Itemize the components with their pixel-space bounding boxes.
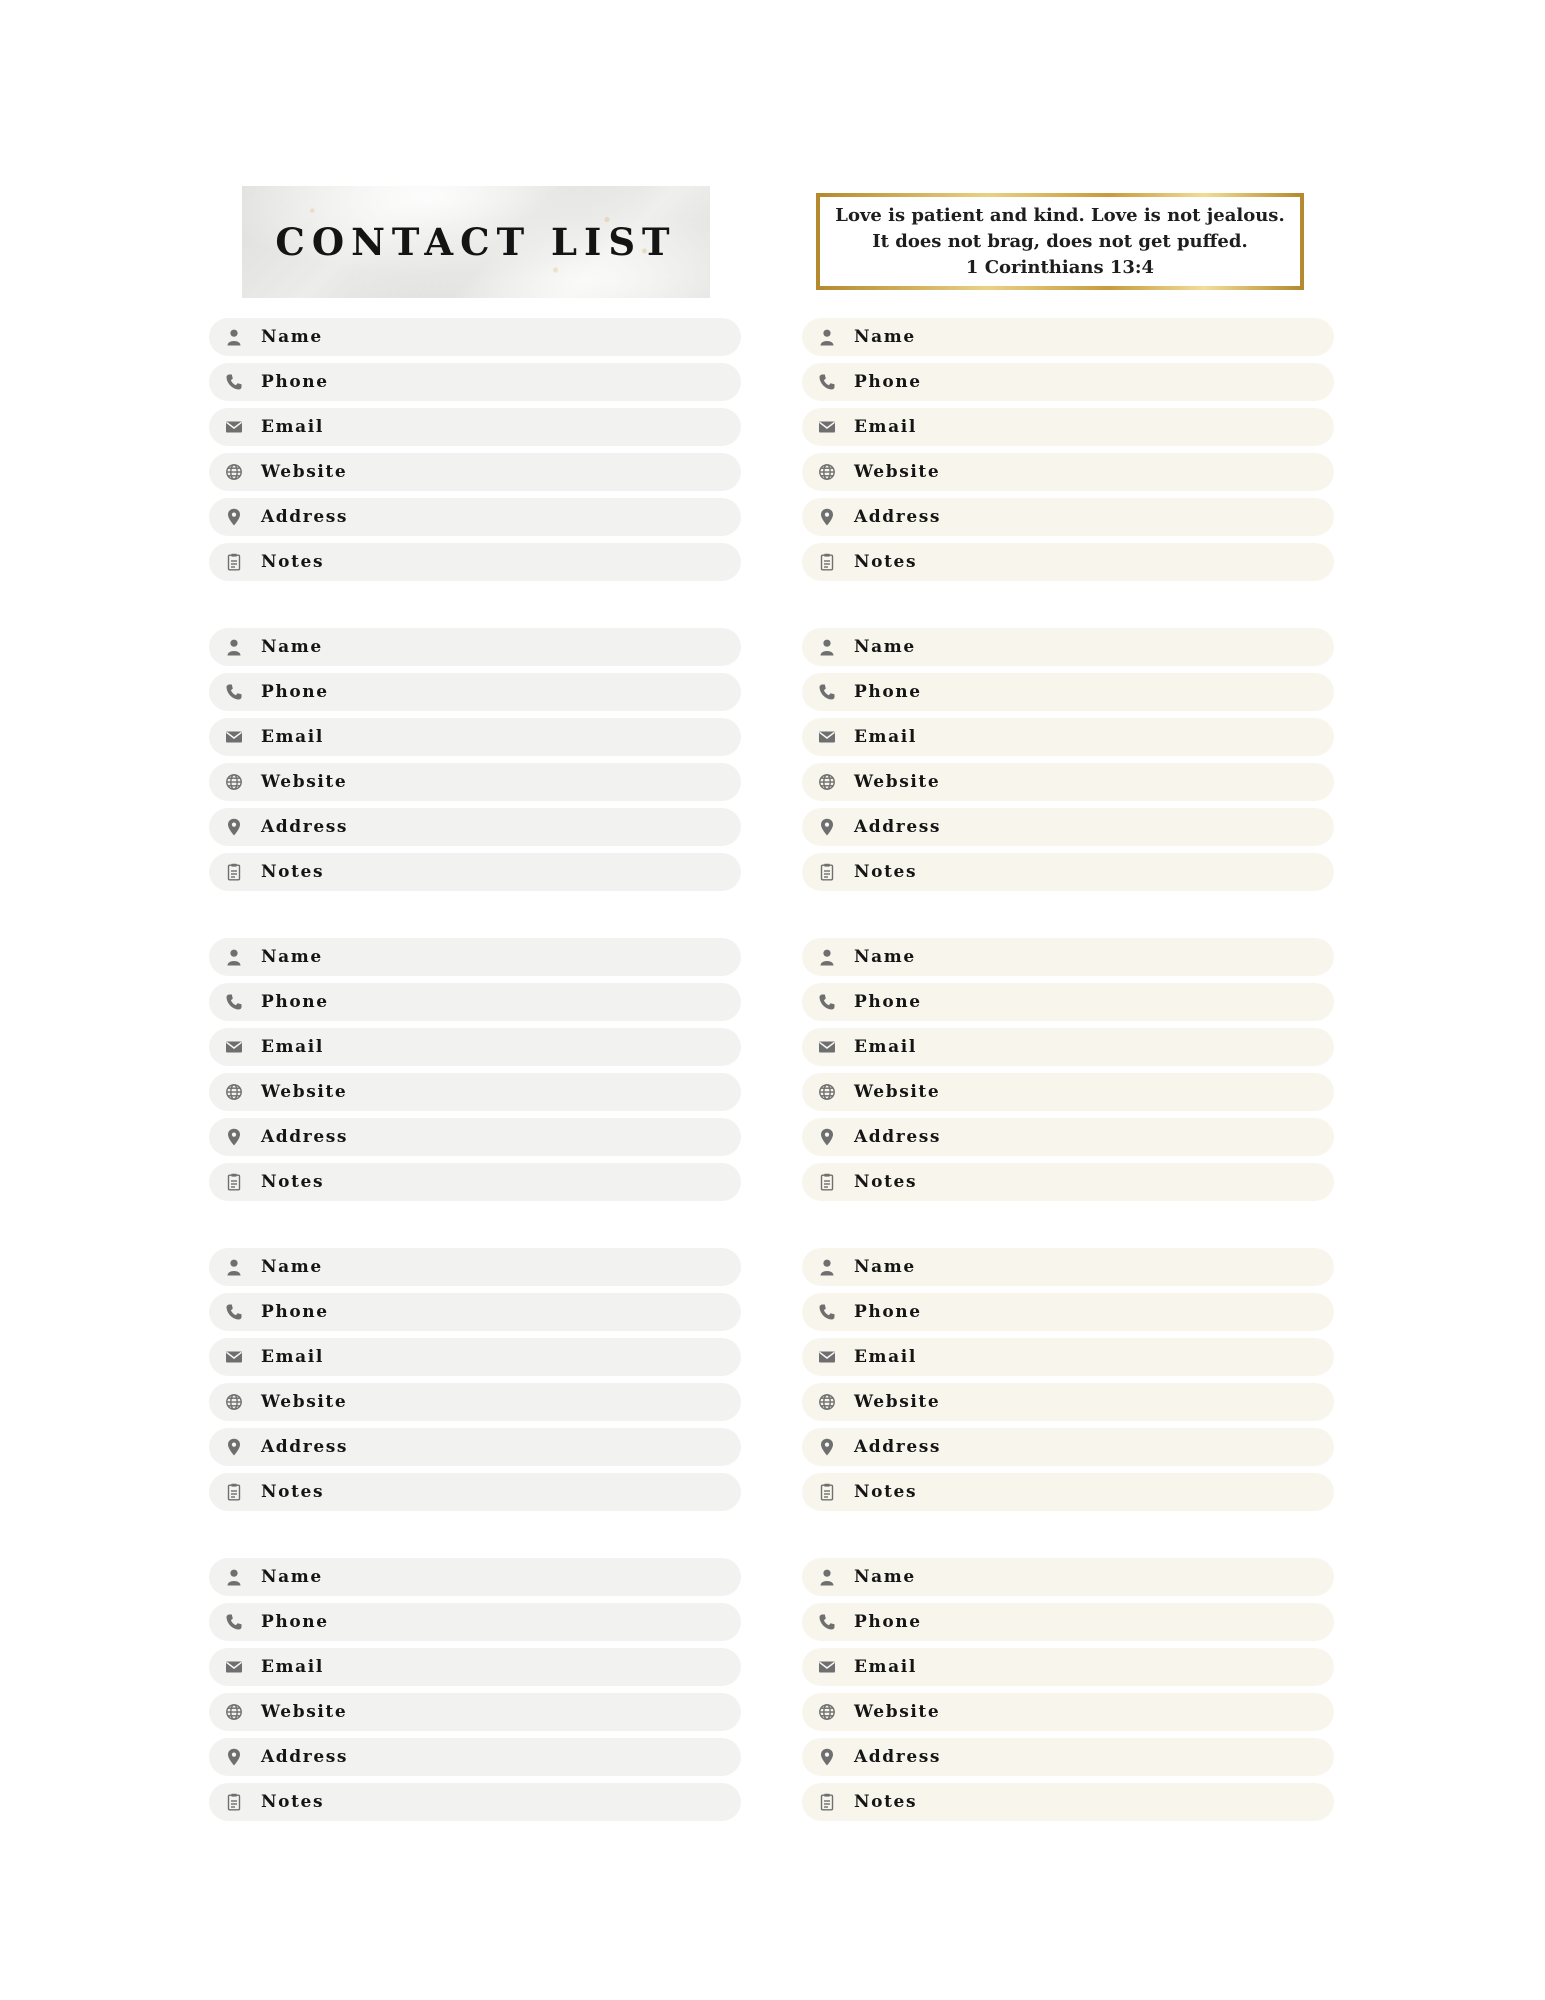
field-label-name: Name	[261, 1567, 323, 1587]
phone-icon	[225, 1303, 243, 1321]
field-label-phone: Phone	[854, 1612, 922, 1632]
field-label-email: Email	[854, 1037, 917, 1057]
envelope-icon	[818, 1658, 836, 1676]
verse-line-2: It does not brag, does not get puffed.	[872, 230, 1248, 252]
phone-icon	[818, 1303, 836, 1321]
field-label-phone: Phone	[261, 1612, 329, 1632]
field-label-phone: Phone	[261, 682, 329, 702]
field-label-notes: Notes	[261, 1792, 325, 1812]
contact-field-phone[interactable]	[209, 363, 741, 401]
phone-icon	[225, 683, 243, 701]
contact-field-email[interactable]	[802, 718, 1334, 756]
contact-card	[209, 318, 741, 581]
field-label-website: Website	[854, 1082, 941, 1102]
field-label-address: Address	[854, 1127, 942, 1147]
contact-field-notes[interactable]	[802, 543, 1334, 581]
contact-field-notes[interactable]	[802, 1163, 1334, 1201]
notepad-icon	[818, 1793, 836, 1811]
globe-icon	[818, 463, 836, 481]
contact-field-phone[interactable]	[209, 673, 741, 711]
contact-field-email[interactable]	[209, 408, 741, 446]
field-label-website: Website	[854, 462, 941, 482]
envelope-icon	[225, 1658, 243, 1676]
contact-card	[802, 1558, 1334, 1821]
field-label-email: Email	[261, 727, 324, 747]
field-label-website: Website	[261, 772, 348, 792]
field-label-website: Website	[261, 1392, 348, 1412]
notepad-icon	[818, 1483, 836, 1501]
field-label-name: Name	[854, 947, 916, 967]
contact-field-address[interactable]	[802, 808, 1334, 846]
field-label-email: Email	[261, 1347, 324, 1367]
contact-card	[802, 938, 1334, 1201]
field-label-notes: Notes	[261, 552, 325, 572]
contact-field-notes[interactable]	[802, 1783, 1334, 1821]
field-label-name: Name	[261, 327, 323, 347]
phone-icon	[818, 373, 836, 391]
contact-field-notes[interactable]	[802, 1473, 1334, 1511]
contact-field-address[interactable]	[209, 498, 741, 536]
contact-field-notes[interactable]	[209, 1783, 741, 1821]
person-icon	[818, 638, 836, 656]
verse-line-1: Love is patient and kind. Love is not jealous.	[835, 204, 1285, 226]
globe-icon	[818, 1393, 836, 1411]
contact-field-name[interactable]	[802, 938, 1334, 976]
field-label-phone: Phone	[261, 1302, 329, 1322]
contact-field-phone[interactable]	[209, 983, 741, 1021]
person-icon	[818, 948, 836, 966]
envelope-icon	[818, 1348, 836, 1366]
contact-field-name[interactable]	[802, 628, 1334, 666]
contact-field-name[interactable]	[802, 318, 1334, 356]
contact-field-website[interactable]	[209, 1693, 741, 1731]
globe-icon	[225, 1083, 243, 1101]
field-label-email: Email	[854, 727, 917, 747]
contact-card	[209, 628, 741, 891]
field-label-phone: Phone	[854, 372, 922, 392]
phone-icon	[818, 683, 836, 701]
contact-field-email[interactable]	[802, 1028, 1334, 1066]
field-label-name: Name	[261, 947, 323, 967]
contact-field-name[interactable]	[209, 938, 741, 976]
notepad-icon	[225, 863, 243, 881]
contact-field-name[interactable]	[802, 1248, 1334, 1286]
globe-icon	[818, 1703, 836, 1721]
contact-field-phone[interactable]	[802, 983, 1334, 1021]
contact-field-website[interactable]	[209, 1383, 741, 1421]
map-pin-icon	[225, 508, 243, 526]
contact-field-phone[interactable]	[209, 1293, 741, 1331]
contact-field-name[interactable]	[209, 1558, 741, 1596]
contact-field-website[interactable]	[802, 1073, 1334, 1111]
contact-field-notes[interactable]	[209, 853, 741, 891]
field-label-address: Address	[261, 1747, 349, 1767]
field-label-email: Email	[854, 1657, 917, 1677]
phone-icon	[225, 1613, 243, 1631]
contact-field-website[interactable]	[209, 1073, 741, 1111]
contact-field-name[interactable]	[209, 1248, 741, 1286]
notepad-icon	[818, 1173, 836, 1191]
field-label-address: Address	[261, 1127, 349, 1147]
contact-field-address[interactable]	[802, 1428, 1334, 1466]
contact-field-email[interactable]	[209, 718, 741, 756]
phone-icon	[818, 1613, 836, 1631]
field-label-notes: Notes	[854, 862, 918, 882]
contact-field-name[interactable]	[209, 628, 741, 666]
person-icon	[818, 328, 836, 346]
contact-field-phone[interactable]	[802, 1293, 1334, 1331]
map-pin-icon	[818, 508, 836, 526]
field-label-phone: Phone	[854, 992, 922, 1012]
globe-icon	[818, 773, 836, 791]
contact-field-email[interactable]	[802, 1338, 1334, 1376]
field-label-notes: Notes	[261, 1172, 325, 1192]
field-label-name: Name	[261, 637, 323, 657]
field-label-address: Address	[261, 507, 349, 527]
field-label-email: Email	[854, 417, 917, 437]
contact-field-email[interactable]	[209, 1648, 741, 1686]
field-label-email: Email	[261, 417, 324, 437]
contact-field-address[interactable]	[802, 1738, 1334, 1776]
contact-card	[209, 1248, 741, 1511]
map-pin-icon	[818, 818, 836, 836]
field-label-website: Website	[854, 772, 941, 792]
contact-field-website[interactable]	[802, 453, 1334, 491]
contact-field-address[interactable]	[209, 1428, 741, 1466]
field-label-email: Email	[854, 1347, 917, 1367]
contact-field-website[interactable]	[209, 453, 741, 491]
person-icon	[225, 328, 243, 346]
field-label-notes: Notes	[854, 552, 918, 572]
field-label-notes: Notes	[854, 1172, 918, 1192]
field-label-website: Website	[261, 462, 348, 482]
notepad-icon	[225, 553, 243, 571]
field-label-email: Email	[261, 1657, 324, 1677]
field-label-website: Website	[261, 1702, 348, 1722]
field-label-phone: Phone	[854, 682, 922, 702]
page-title: CONTACT LIST	[275, 220, 677, 264]
field-label-phone: Phone	[854, 1302, 922, 1322]
contact-field-email[interactable]	[802, 408, 1334, 446]
contact-field-notes[interactable]	[802, 853, 1334, 891]
contact-card	[209, 1558, 741, 1821]
envelope-icon	[818, 418, 836, 436]
globe-icon	[818, 1083, 836, 1101]
contact-field-email[interactable]	[209, 1338, 741, 1376]
contact-field-phone[interactable]	[802, 673, 1334, 711]
contact-field-address[interactable]	[802, 1118, 1334, 1156]
field-label-phone: Phone	[261, 992, 329, 1012]
contact-field-notes[interactable]	[209, 543, 741, 581]
contact-card	[802, 628, 1334, 891]
contact-field-website[interactable]	[802, 763, 1334, 801]
globe-icon	[225, 1393, 243, 1411]
field-label-name: Name	[854, 637, 916, 657]
person-icon	[818, 1568, 836, 1586]
field-label-address: Address	[261, 817, 349, 837]
contact-field-email[interactable]	[209, 1028, 741, 1066]
phone-icon	[818, 993, 836, 1011]
field-label-notes: Notes	[261, 862, 325, 882]
contact-card	[802, 1248, 1334, 1511]
field-label-address: Address	[854, 817, 942, 837]
map-pin-icon	[225, 1128, 243, 1146]
envelope-icon	[225, 418, 243, 436]
notepad-icon	[818, 553, 836, 571]
contact-field-phone[interactable]	[209, 1603, 741, 1641]
field-label-notes: Notes	[261, 1482, 325, 1502]
contact-field-notes[interactable]	[209, 1473, 741, 1511]
person-icon	[818, 1258, 836, 1276]
map-pin-icon	[225, 818, 243, 836]
contact-card	[209, 938, 741, 1201]
notepad-icon	[225, 1483, 243, 1501]
field-label-notes: Notes	[854, 1482, 918, 1502]
bible-verse-box	[816, 193, 1304, 290]
envelope-icon	[225, 728, 243, 746]
contact-card	[802, 318, 1334, 581]
notepad-icon	[225, 1173, 243, 1191]
field-label-phone: Phone	[261, 372, 329, 392]
field-label-name: Name	[261, 1257, 323, 1277]
contact-field-name[interactable]	[802, 1558, 1334, 1596]
contact-field-website[interactable]	[802, 1693, 1334, 1731]
field-label-website: Website	[854, 1702, 941, 1722]
field-label-address: Address	[854, 507, 942, 527]
envelope-icon	[818, 1038, 836, 1056]
field-label-name: Name	[854, 327, 916, 347]
notepad-icon	[225, 1793, 243, 1811]
contact-field-address[interactable]	[209, 1738, 741, 1776]
field-label-address: Address	[261, 1437, 349, 1457]
map-pin-icon	[818, 1128, 836, 1146]
notepad-icon	[818, 863, 836, 881]
verse-reference: 1 Corinthians 13:4	[965, 256, 1155, 278]
globe-icon	[225, 1703, 243, 1721]
contact-field-address[interactable]	[209, 808, 741, 846]
phone-icon	[225, 993, 243, 1011]
contact-field-notes[interactable]	[209, 1163, 741, 1201]
title-banner	[242, 186, 710, 298]
map-pin-icon	[818, 1748, 836, 1766]
map-pin-icon	[818, 1438, 836, 1456]
field-label-email: Email	[261, 1037, 324, 1057]
contact-field-address[interactable]	[209, 1118, 741, 1156]
globe-icon	[225, 773, 243, 791]
field-label-website: Website	[854, 1392, 941, 1412]
contact-field-name[interactable]	[209, 318, 741, 356]
contact-field-address[interactable]	[802, 498, 1334, 536]
field-label-address: Address	[854, 1437, 942, 1457]
field-label-address: Address	[854, 1747, 942, 1767]
envelope-icon	[225, 1348, 243, 1366]
contact-field-email[interactable]	[802, 1648, 1334, 1686]
contact-field-website[interactable]	[802, 1383, 1334, 1421]
person-icon	[225, 948, 243, 966]
contact-field-website[interactable]	[209, 763, 741, 801]
map-pin-icon	[225, 1748, 243, 1766]
envelope-icon	[818, 728, 836, 746]
person-icon	[225, 638, 243, 656]
envelope-icon	[225, 1038, 243, 1056]
contact-field-phone[interactable]	[802, 1603, 1334, 1641]
map-pin-icon	[225, 1438, 243, 1456]
field-label-website: Website	[261, 1082, 348, 1102]
field-label-name: Name	[854, 1567, 916, 1587]
field-label-name: Name	[854, 1257, 916, 1277]
person-icon	[225, 1258, 243, 1276]
contact-field-phone[interactable]	[802, 363, 1334, 401]
field-label-notes: Notes	[854, 1792, 918, 1812]
phone-icon	[225, 373, 243, 391]
person-icon	[225, 1568, 243, 1586]
globe-icon	[225, 463, 243, 481]
